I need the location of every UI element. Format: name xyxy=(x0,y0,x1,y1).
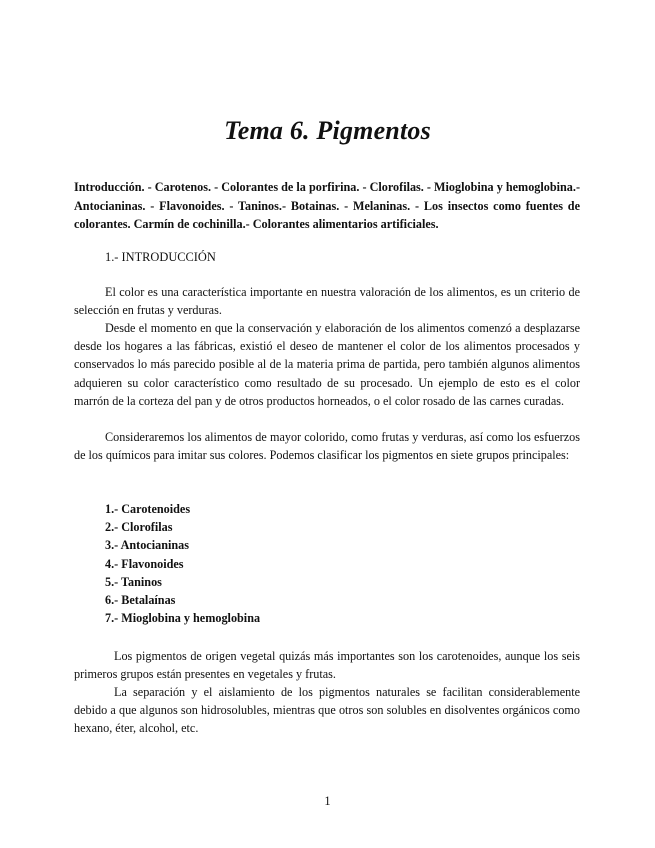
list-item: 7.- Mioglobina y hemoglobina xyxy=(105,611,261,626)
page-number: 1 xyxy=(324,794,331,808)
list-item: 1.- Carotenoides xyxy=(105,502,191,516)
list-item: 5.- Taninos xyxy=(105,574,162,589)
page-title: Tema 6. Pigmentos xyxy=(224,116,431,145)
list-item: 4.- Flavonoides xyxy=(105,556,184,571)
paragraph-1: El color es una característica importante en nuestra valoración de los alimentos, es un criterio de selección en frutas y verduras. xyxy=(74,285,580,318)
chapter-summary: Introducción. - Carotenos. - Colorantes de la porfirina. - Clorofilas. - Mioglobina y hemoglobina.- Antocianinas. - Flavonoides. - Taninos.- Botainas. - Melaninas. - Los insectos como fuentes de colorantes. Carmín de cochinilla.- Colorantes alimentarios artificiales. xyxy=(74,180,580,231)
paragraph-3: Consideraremos los alimentos de mayor colorido, como frutas y verduras, así como los esfuerzos de los químicos para imitar sus colores. Podemos clasificar los pigmentos en siete grupos principales: xyxy=(74,430,580,463)
paragraph-4: Los pigmentos de origen vegetal quizás más importantes son los carotenoides, aunque los seis primeros grupos están presentes en vegetales y frutas. xyxy=(74,649,580,682)
list-item: 3.- Antocianinas xyxy=(105,538,189,553)
paragraph-5: La separación y el aislamiento de los pigmentos naturales se facilitan considerablemente debido a que algunos son hidrosolubles, mientras que otros son solubles en disolventes orgánicos como hexano, éter, alcohol, etc. xyxy=(74,685,580,736)
list-item: 2.- Clorofilas xyxy=(105,520,173,535)
pigment-group-list xyxy=(105,500,260,627)
list-item: 6.- Betalaínas xyxy=(105,593,176,608)
paragraph-2: Desde el momento en que la conservación y elaboración de los alimentos comenzó a desplazarse desde los hogares a las fábricas, existió el deseo de mantener el color de los alimentos procesados y conservados lo más parecido posible al de la materia prima de partida, pero también algunos alimentos adquieren su color característico como resultado de su procesado. Un ejemplo de esto es el color marrón de la corteza del pan y de otros productos horneados, o el color rosado de las carnes curadas. xyxy=(74,321,580,408)
section-heading: 1.- INTRODUCCIÓN xyxy=(105,250,216,264)
